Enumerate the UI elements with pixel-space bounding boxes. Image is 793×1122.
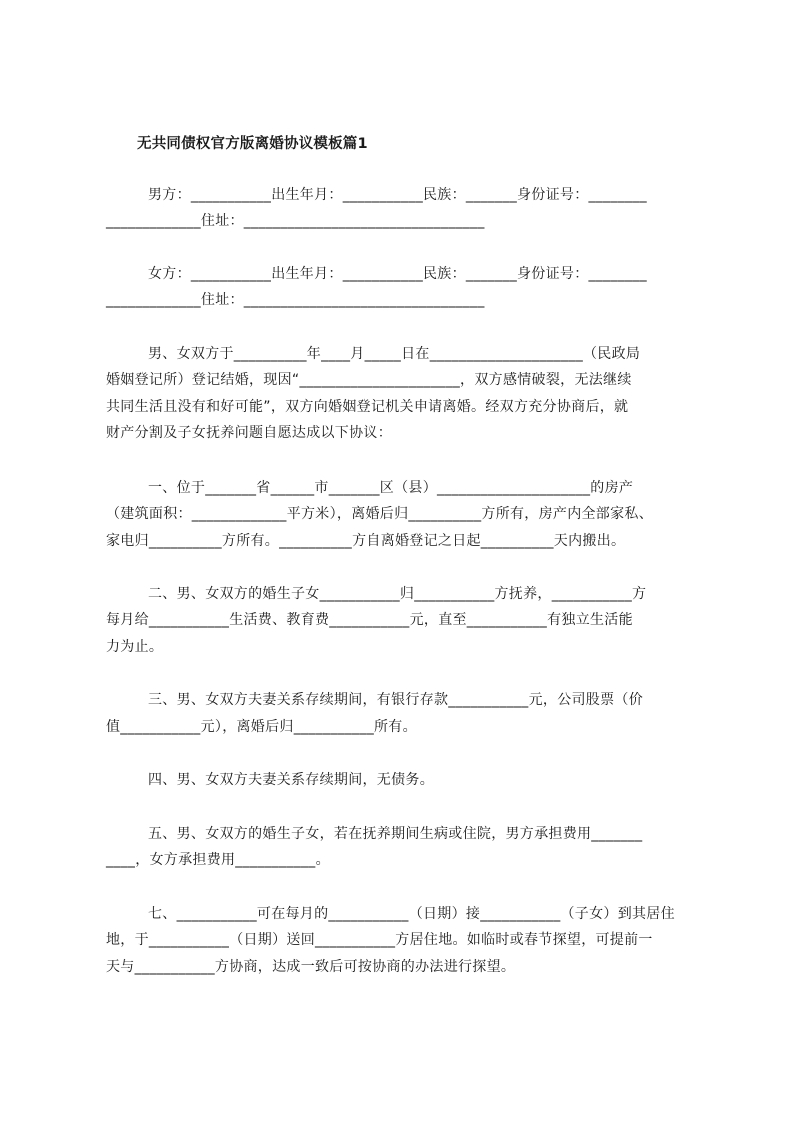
paragraph-line: 五、男、女双方的婚生子女，若在抚养期间生病或住院，男方承担费用_______ (148, 826, 643, 842)
paragraph-line: 女方：___________出生年月：___________民族：_______身份证号：________ (148, 266, 647, 282)
paragraph-line: 值___________元），离婚后归___________所有。 (106, 719, 417, 735)
paragraph-line: 每月给___________生活费、教育费___________元，直至___________有独立生活能 (106, 612, 633, 628)
paragraph-line: ____，女方承担费用___________。 (106, 852, 330, 868)
paragraph-line: 婚姻登记所）登记结婚，现因“______________________，双方感情破裂，无法继续 (106, 372, 632, 388)
paragraph-line: 七、___________可在每月的___________（日期）接___________（子女）到其居住 (148, 906, 675, 922)
paragraph-line: 二、男、女双方的婚生子女___________归___________方抚养，___________方 (148, 586, 647, 602)
document-title: 无共同债权官方版离婚协议模板篇1 (137, 136, 368, 152)
paragraph-line: _____________住址：_________________________________ (106, 292, 485, 308)
paragraph-line: 男方：___________出生年月：___________民族：_______身份证号：________ (148, 187, 647, 203)
paragraph-line: 一、位于_______省______市_______区（县）_____________________的房产 (148, 480, 634, 496)
paragraph-line: 四、男、女双方夫妻关系存续期间，无债务。 (148, 772, 434, 788)
paragraph-line: 财产分割及子女抚养问题自愿达成以下协议： (106, 425, 392, 441)
paragraph-line: 力为止。 (106, 639, 164, 655)
paragraph-line: （建筑面积：_____________平方米），离婚后归__________方所有，房产内全部家私、 (106, 506, 653, 522)
paragraph-line: 天与___________方协商，达成一致后可按协商的办法进行探望。 (106, 959, 516, 975)
paragraph-line: 家电归__________方所有。__________方自离婚登记之日起__________天内搬出。 (106, 533, 626, 549)
paragraph-line: _____________住址：_________________________________ (106, 213, 485, 229)
paragraph-line: 地，于___________（日期）送回___________方居住地。如临时或春节探望，可提前一 (106, 932, 653, 948)
paragraph-line: 男、女双方于__________年____月_____日在_____________________（民政局 (148, 346, 641, 362)
paragraph-line: 共同生活且没有和好可能”，双方向婚姻登记机关申请离婚。经双方充分协商后，就 (106, 399, 629, 415)
paragraph-line: 三、男、女双方夫妻关系存续期间，有银行存款___________元，公司股票（价 (148, 692, 643, 708)
